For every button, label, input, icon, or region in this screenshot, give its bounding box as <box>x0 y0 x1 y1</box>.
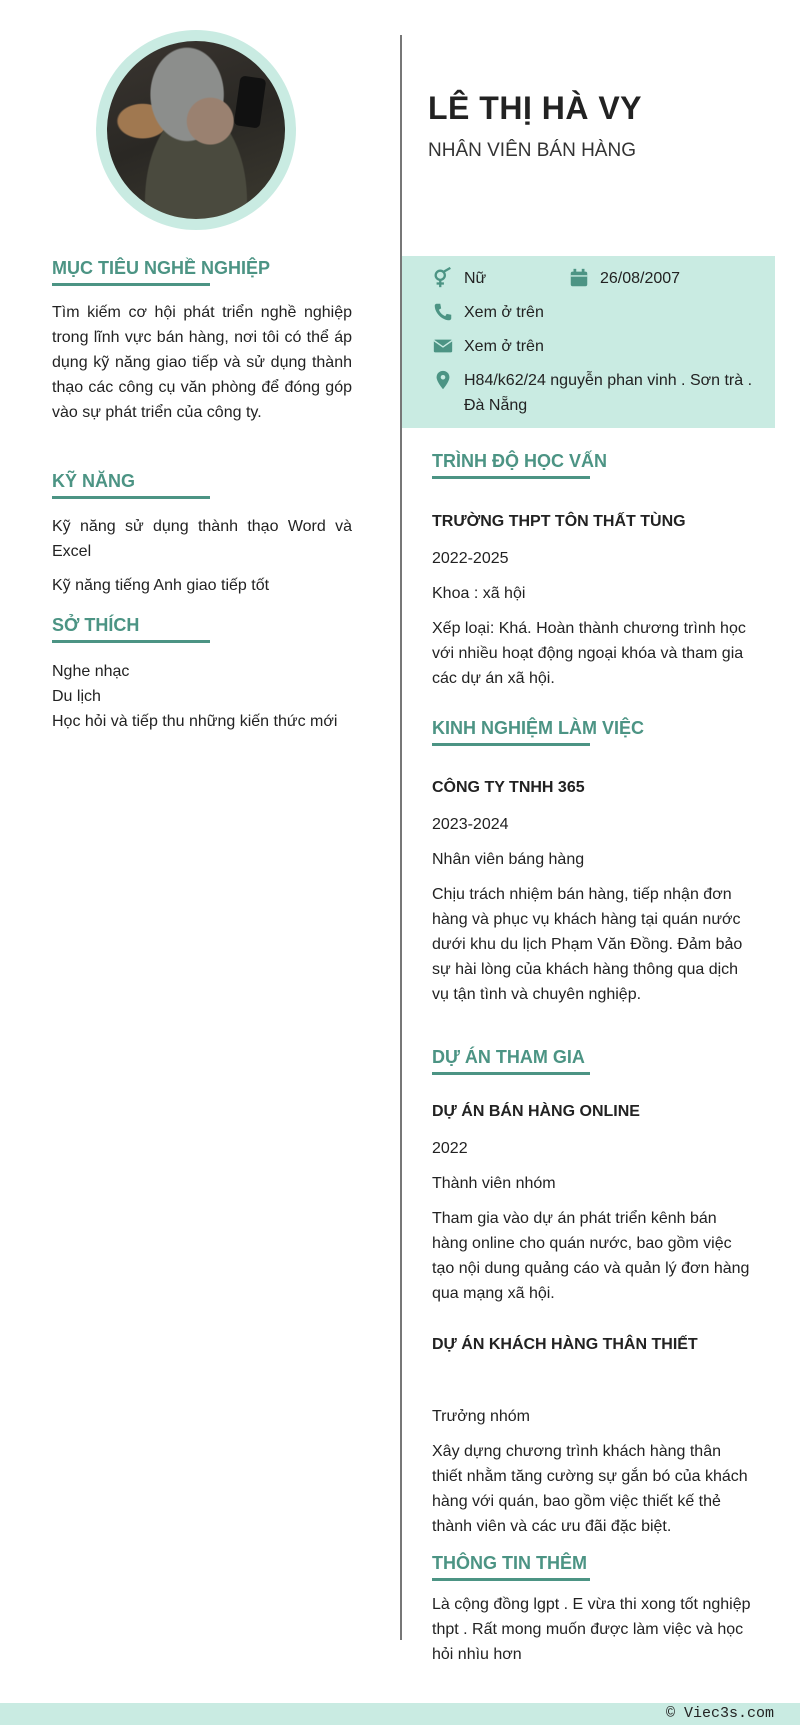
projects-title: DỰ ÁN THAM GIA <box>432 1047 590 1075</box>
hobby-item: Nghe nhạc <box>52 663 130 680</box>
address-value: H84/k62/24 nguyễn phan vinh . Sơn trà . Đà Nẵng <box>464 372 753 414</box>
email-icon <box>432 335 454 357</box>
education-title: TRÌNH ĐỘ HỌC VẤN <box>432 451 590 479</box>
gender-icon <box>432 267 454 289</box>
phone-icon <box>432 301 454 323</box>
skill-item: Kỹ năng tiếng Anh giao tiếp tốt <box>52 577 270 594</box>
job-title: NHÂN VIÊN BÁN HÀNG <box>428 140 636 161</box>
experience-position: Nhân viên báng hàng <box>432 851 585 868</box>
birthdate-row <box>568 266 680 291</box>
education-major: Khoa : xã hội <box>432 585 526 602</box>
project-description: Xây dựng chương trình khách hàng thân thiết nhằm tăng cường sự gắn bó của khách hàng với quán, bao gồm việc thiết kế thẻ thành viên và các ưu đãi đặc biệt. <box>432 1443 748 1535</box>
location-icon <box>432 369 454 391</box>
hobbies-title: SỞ THÍCH <box>52 615 210 643</box>
gender-row <box>432 266 486 291</box>
footer-bar <box>0 1703 800 1725</box>
additional-text: Là cộng đồng lgpt . E vừa thi xong tốt nghiệp thpt . Rất mong muốn được làm việc và học hỏi nhìu hơn <box>432 1596 751 1663</box>
contact-box <box>402 256 775 428</box>
experience-title: KINH NGHIỆM LÀM VIỆC <box>432 718 590 746</box>
hobby-item: Du lịch <box>52 688 101 705</box>
project-role: Thành viên nhóm <box>432 1175 556 1192</box>
experience-description: Chịu trách nhiệm bán hàng, tiếp nhận đơn hàng và phục vụ khách hàng tại quán nước dưới khu du lịch Phạm Văn Đồng. Đảm bảo sự hài lòng của khách hàng thông qua dịch vụ tận tình và chuyên nghiệp. <box>432 886 743 1003</box>
copyright[interactable]: © Viec3s.com <box>665 1705 774 1722</box>
project-role: Trưởng nhóm <box>432 1408 530 1425</box>
company-name: CÔNG TY TNHH 365 <box>432 779 585 796</box>
project-year: 2022 <box>432 1140 468 1157</box>
address-row <box>432 368 752 418</box>
project-description: Tham gia vào dự án phát triển kênh bán hàng online cho quán nước, bao gồm việc tạo nội dung quảng cáo và quản lý đơn hàng qua mạng xã hội. <box>432 1210 750 1302</box>
objective-title: MỤC TIÊU NGHỀ NGHIỆP <box>52 258 210 286</box>
hobby-item: Học hỏi và tiếp thu những kiến thức mới <box>52 713 338 730</box>
experience-period: 2023-2024 <box>432 816 509 833</box>
project-name: DỰ ÁN BÁN HÀNG ONLINE <box>432 1103 640 1120</box>
phone-value: Xem ở trên <box>464 304 544 321</box>
calendar-icon <box>568 267 590 289</box>
additional-title: THÔNG TIN THÊM <box>432 1553 590 1581</box>
gender-value: Nữ <box>464 270 487 287</box>
birthdate-value: 26/08/2007 <box>600 270 681 287</box>
email-value: Xem ở trên <box>464 338 544 355</box>
phone-in-photo <box>234 75 267 128</box>
email-row <box>432 334 544 359</box>
skills-title: KỸ NĂNG <box>52 471 210 499</box>
avatar <box>107 41 285 219</box>
education-period: 2022-2025 <box>432 550 509 567</box>
school-name: TRƯỜNG THPT TÔN THẤT TÙNG <box>432 513 686 530</box>
objective-text: Tìm kiếm cơ hội phát triển nghề nghiệp trong lĩnh vực bán hàng, nơi tôi có thể áp dụng kỹ năng giao tiếp và sử dụng thành thạo các công cụ văn phòng để đóng góp vào sự phát triển của công ty. <box>52 304 352 421</box>
candidate-name: LÊ THỊ HÀ VY <box>428 90 643 126</box>
avatar-ring <box>96 30 296 230</box>
phone-row <box>432 300 544 325</box>
skill-item: Kỹ năng sử dụng thành thạo Word và Excel <box>52 518 352 560</box>
education-description: Xếp loại: Khá. Hoàn thành chương trình học với nhiều hoạt động ngoại khóa và tham gia các dự án xã hội. <box>432 620 746 687</box>
project-name: DỰ ÁN KHÁCH HÀNG THÂN THIẾT <box>432 1336 698 1353</box>
